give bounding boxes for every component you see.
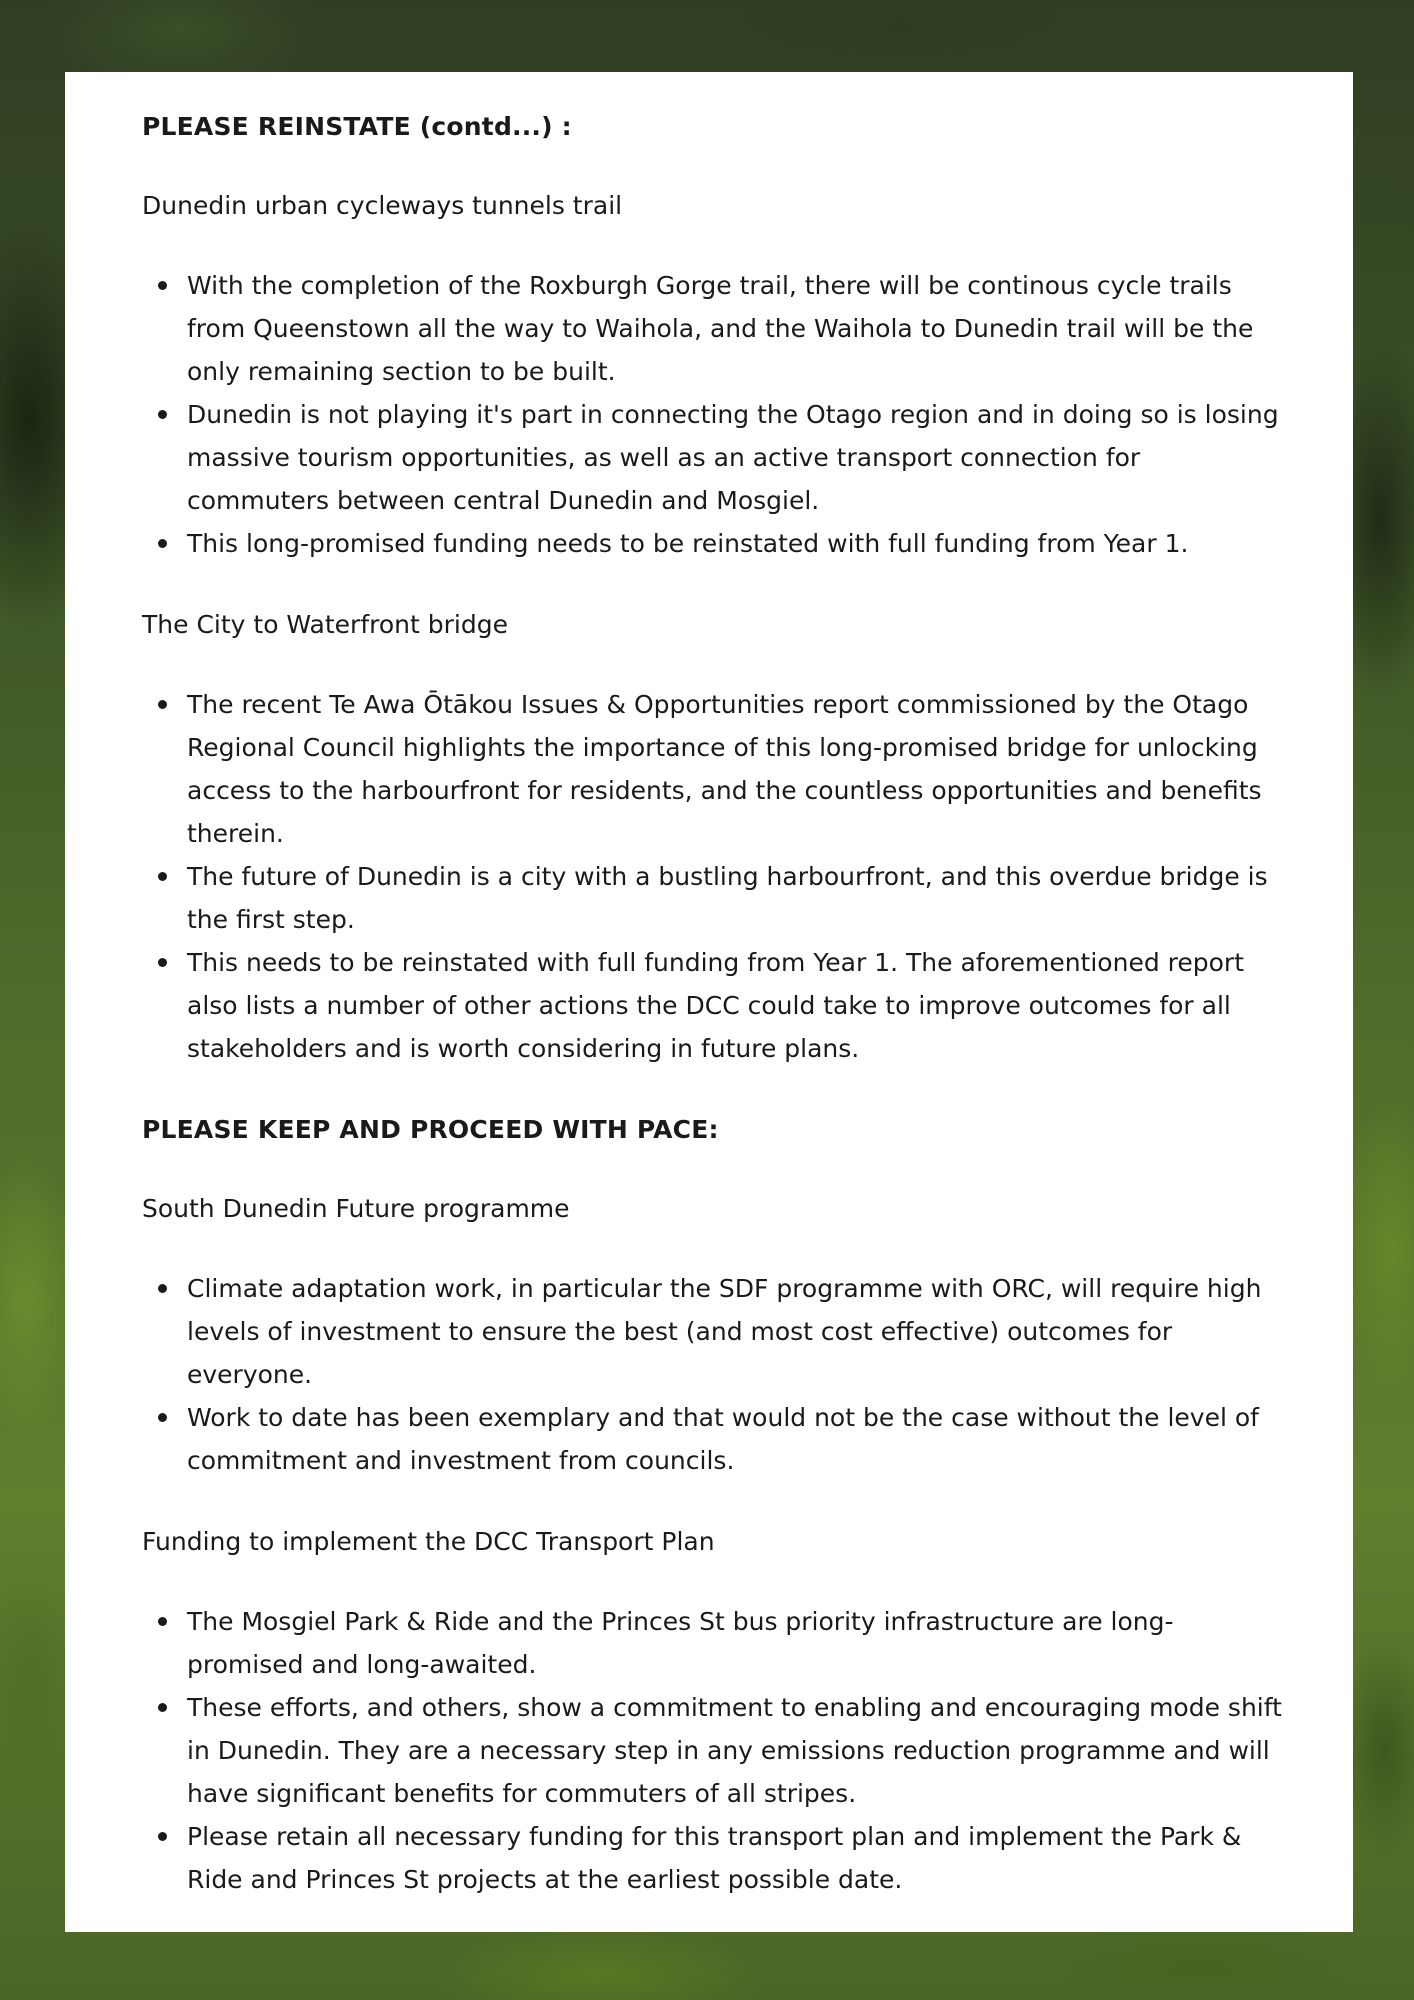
bullet-list-cycleways bbox=[142, 264, 1283, 565]
list-item: With the completion of the Roxburgh Gorge trail, there will be continous cycle trails from Queenstown all the way to Waihola, and the Waihola to Dunedin trail will be the only remaining section to be built. bbox=[187, 264, 1283, 393]
item-title-transport-plan: Funding to implement the DCC Transport Plan bbox=[142, 1527, 715, 1556]
bullet-list-transport-plan bbox=[142, 1600, 1283, 1901]
section-heading-keep-proceed: PLEASE KEEP AND PROCEED WITH PACE: bbox=[142, 1115, 719, 1144]
list-item: Dunedin is not playing it's part in connecting the Otago region and in doing so is losing massive tourism opportunities, as well as an active transport connection for commuters between central Dunedin and Mosgiel. bbox=[187, 393, 1283, 522]
list-item: The recent Te Awa Ōtākou Issues & Opportunities report commissioned by the Otago Regional Council highlights the importance of this long-promised bridge for unlocking access to the harbourfront for residents, and the countless opportunities and benefits therein. bbox=[187, 683, 1283, 855]
item-title-waterfront-bridge: The City to Waterfront bridge bbox=[142, 610, 508, 639]
list-item: These efforts, and others, show a commitment to enabling and encouraging mode shift in Dunedin. They are a necessary step in any emissions reduction programme and will have significant benefits for commuters of all stripes. bbox=[187, 1686, 1283, 1815]
item-title-south-dunedin: South Dunedin Future programme bbox=[142, 1194, 570, 1223]
list-item: The future of Dunedin is a city with a bustling harbourfront, and this overdue bridge is the first step. bbox=[187, 855, 1283, 941]
list-item: This needs to be reinstated with full funding from Year 1. The aforementioned report also lists a number of other actions the DCC could take to improve outcomes for all stakeholders and is worth considering in future plans. bbox=[187, 941, 1283, 1070]
list-item: Work to date has been exemplary and that would not be the case without the level of commitment and investment from councils. bbox=[187, 1396, 1283, 1482]
list-item: The Mosgiel Park & Ride and the Princes St bus priority infrastructure are long-promised and long-awaited. bbox=[187, 1600, 1283, 1686]
list-item: This long-promised funding needs to be reinstated with full funding from Year 1. bbox=[187, 522, 1283, 565]
bullet-list-waterfront-bridge bbox=[142, 683, 1283, 1070]
item-title-cycleways: Dunedin urban cycleways tunnels trail bbox=[142, 191, 623, 220]
list-item: Please retain all necessary funding for this transport plan and implement the Park & Ride and Princes St projects at the earliest possible date. bbox=[187, 1815, 1283, 1901]
list-item: Climate adaptation work, in particular the SDF programme with ORC, will require high levels of investment to ensure the best (and most cost effective) outcomes for everyone. bbox=[187, 1267, 1283, 1396]
document-page bbox=[65, 72, 1353, 1932]
section-heading-reinstate: PLEASE REINSTATE (contd...) : bbox=[142, 112, 572, 141]
bullet-list-south-dunedin bbox=[142, 1267, 1283, 1482]
